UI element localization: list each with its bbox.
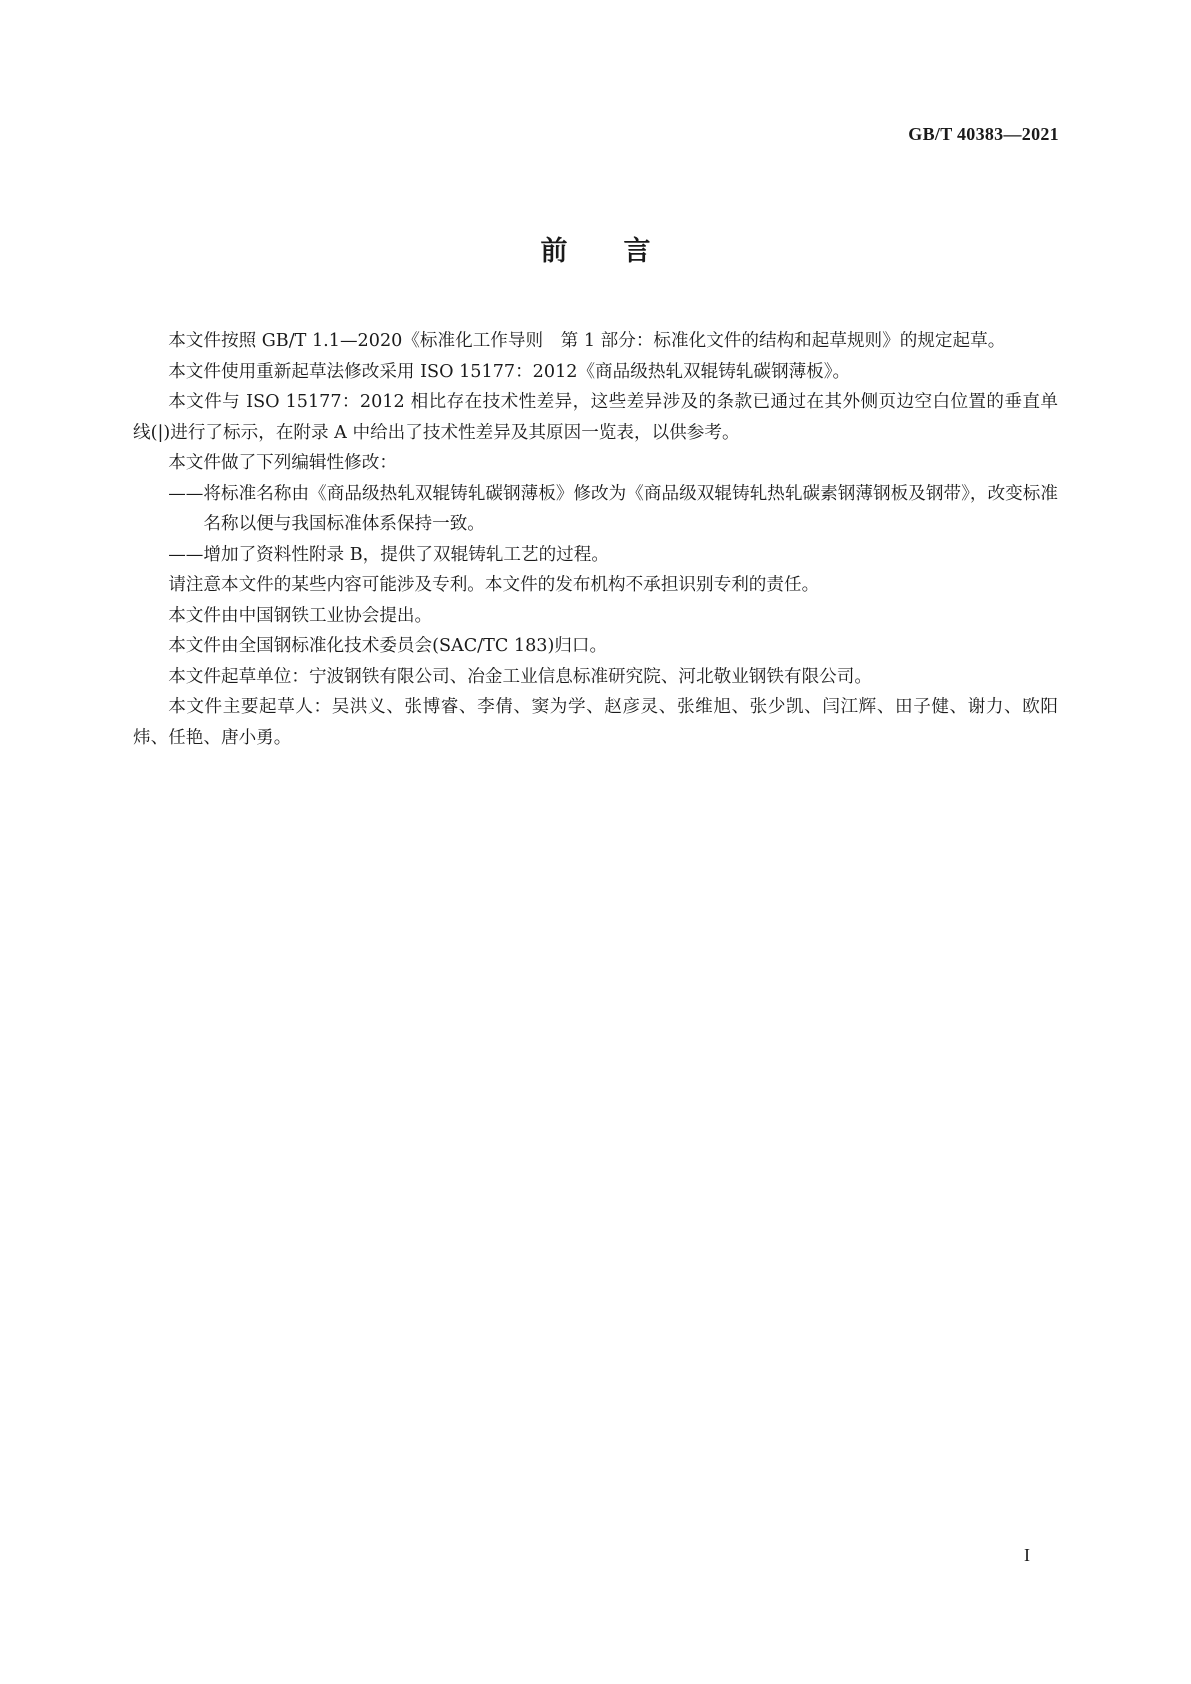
- paragraph-proposed-by: 本文件由中国钢铁工业协会提出。: [168, 605, 433, 626]
- paragraph-drafting-units: 本文件起草单位：宁波钢铁有限公司、冶金工业信息标准研究院、河北敬业钢铁有限公司。: [168, 666, 872, 687]
- foreword-body: [133, 326, 1058, 753]
- page-number: I: [1024, 1545, 1030, 1565]
- list-item-title-change: ——将标准名称由《商品级热轧双辊铸轧碳钢薄板》修改为《商品级双辊铸轧热轧碳素钢薄钢板及钢带》，改变标准名称以便与我国标准体系保持一致。: [168, 483, 1058, 534]
- standard-code: GB/T 40383—2021: [908, 124, 1059, 144]
- page-title: 前言: [540, 236, 707, 267]
- paragraph-editorial-changes-intro: 本文件做了下列编辑性修改：: [168, 453, 397, 473]
- paragraph-drafting-rules: 本文件按照 GB/T 1.1—2020《标准化工作导则 第 1 部分：标准化文件的结构和起草规则》的规定起草。: [168, 331, 1006, 351]
- paragraph-adoption-method: 本文件使用重新起草法修改采用 ISO 15177：2012《商品级热轧双辊铸轧碳钢薄板》。: [168, 361, 851, 382]
- paragraph-centralized-by: 本文件由全国钢标准化技术委员会(SAC/TC 183)归口。: [168, 636, 608, 656]
- list-item-annex-b: ——增加了资料性附录 B，提供了双辊铸轧工艺的过程。: [168, 544, 609, 565]
- paragraph-main-drafters: 本文件主要起草人：吴洪义、张博睿、李倩、窦为学、赵彦灵、张维旭、张少凯、闫江辉、田子健、谢力、欧阳炜、任艳、唐小勇。: [133, 697, 1058, 748]
- paragraph-technical-differences: 本文件与 ISO 15177：2012 相比存在技术性差异，这些差异涉及的条款已通过在其外侧页边空白位置的垂直单线(|)进行了标示，在附录 A 中给出了技术性差异及其原因一览表，以供参考。: [133, 392, 1058, 443]
- paragraph-patent-notice: 请注意本文件的某些内容可能涉及专利。本文件的发布机构不承担识别专利的责任。: [168, 575, 820, 595]
